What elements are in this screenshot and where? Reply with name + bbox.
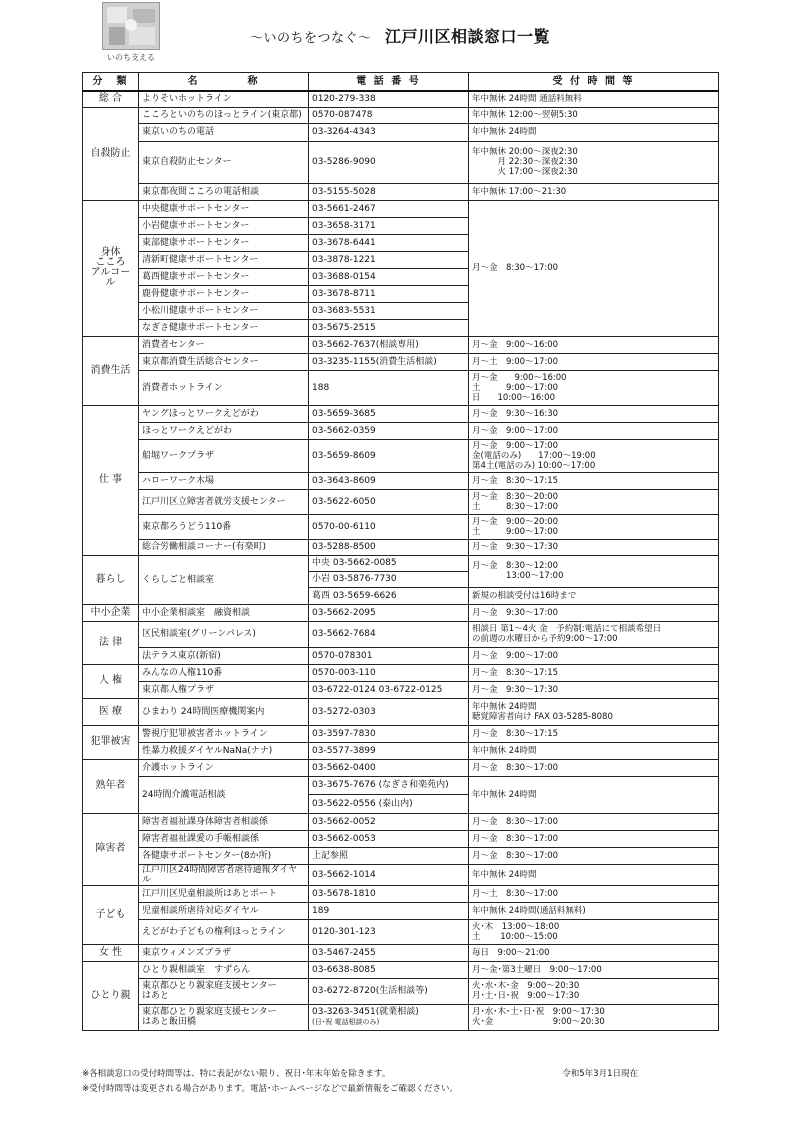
phone-number: 03-3264-4343: [312, 127, 376, 137]
service-name: 東京自殺防止センター: [139, 141, 309, 183]
hours-line: 月〜金 9:00〜17:00: [472, 440, 559, 451]
service-name: 東京いのちの電話: [139, 123, 309, 141]
hours-line: 年中無休 24時間: [472, 745, 537, 756]
phone-cell: [309, 961, 469, 978]
hours-line: 月〜金 8:30〜17:00: [472, 762, 559, 773]
phone-number: 03-3683-5531: [312, 305, 376, 316]
category-cell: 人 権: [83, 664, 139, 698]
table-body: [83, 91, 719, 1030]
hours-cell: [469, 555, 719, 604]
phone-cell: [309, 405, 469, 422]
hours-line: 土 9:00〜17:00: [472, 382, 559, 393]
table-row: [83, 885, 719, 902]
hours-cell: [469, 919, 719, 944]
phone-number: 小岩 03-5876-7730: [309, 572, 468, 588]
phone-cell: [309, 123, 469, 141]
hours-line: 火 17:00〜深夜2:30: [472, 167, 578, 177]
phone-cell: [309, 472, 469, 489]
hours-line: 月〜金 9:30〜17:30: [472, 542, 559, 552]
phone-number: 03-5577-3899: [312, 745, 376, 756]
service-name: よりそいホットライン: [139, 91, 309, 107]
phone-cell: [309, 1004, 469, 1030]
hours-line: 新規の相談受付は16時まで: [472, 590, 577, 601]
service-name: 清新町健康サポートセンター: [139, 251, 309, 268]
category-cell: 障害者: [83, 813, 139, 885]
hours-line: 月〜土 9:00〜17:00: [472, 356, 559, 367]
table-row: [83, 919, 719, 944]
service-name: くらしごと相談室: [139, 555, 309, 604]
service-name: 江戸川区児童相談所はあとポート: [139, 885, 309, 902]
hours-line: 月〜金 9:30〜16:30: [472, 408, 559, 419]
hours-cell: [469, 141, 719, 183]
service-name: 東京都人権プラザ: [139, 681, 309, 698]
title-main: 江戸川区相談窓口一覧: [385, 27, 551, 46]
hours-line: 月･土･日･祝 9:00〜17:30: [472, 991, 580, 1001]
service-name: 江戸川区24時間障害者虐待通報ダイヤル: [139, 864, 309, 885]
hours-cell: [469, 759, 719, 776]
table-row: [83, 539, 719, 555]
hours-cell: [469, 681, 719, 698]
hours-line: 年中無休 24時間: [472, 701, 537, 712]
hours-line: 年中無休 20:00〜深夜2:30: [472, 147, 578, 157]
phone-number: 03-5662-0400: [312, 762, 376, 773]
category-cell: 暮らし: [83, 555, 139, 604]
phone-cell: [309, 621, 469, 647]
phone-cell: [309, 698, 469, 725]
hours-line: 月〜金 8:30〜17:00: [472, 833, 559, 844]
table-row: [83, 681, 719, 698]
hours-line: 年中無休 17:00〜21:30: [472, 186, 567, 197]
phone-number: 03-3263-3451(就業相談): [312, 1007, 419, 1017]
service-name: 障害者福祉課身体障害者相談係: [139, 813, 309, 830]
category-cell: 法 律: [83, 621, 139, 664]
phone-number: 中央 03-5662-0085: [309, 556, 468, 572]
service-name: えどがわ子どもの権利ほっとライン: [139, 919, 309, 944]
phone-number: 葛西 03-5659-6626: [312, 590, 397, 601]
phone-number: 03-3878-1221: [312, 254, 376, 265]
hours-line: 相談日 第1〜4火 金 予約制:電話にて相談希望日: [472, 624, 662, 634]
hours-line: 年中無休 12:00〜翌朝5:30: [472, 110, 578, 120]
category-cell: 医 療: [83, 698, 139, 725]
phone-cell: [309, 439, 469, 472]
table-row: [83, 422, 719, 439]
hours-cell: [469, 604, 719, 621]
phone-cell: [309, 302, 469, 319]
hours-line: 土 9:00〜17:00: [472, 526, 559, 537]
hours-line: 月〜金 9:00〜17:00: [472, 650, 559, 661]
service-name: 中央健康サポートセンター: [139, 200, 309, 217]
phone-cell: [309, 759, 469, 776]
service-name: 障害者福祉課愛の手帳相談係: [139, 830, 309, 847]
service-name: 総合労働相談コーナー(有楽町): [139, 539, 309, 555]
hours-line: 月〜金 8:30〜17:15: [472, 728, 559, 739]
hours-cell: [469, 847, 719, 864]
header-category: 分 類: [83, 73, 139, 92]
hours-line: 月 22:30〜深夜2:30: [472, 157, 578, 167]
hours-cell: [469, 830, 719, 847]
hours-cell: [469, 961, 719, 978]
hours-line: 月〜金 8:30〜20:00: [472, 491, 559, 502]
table-row: [83, 370, 719, 405]
service-name: こころといのちのほっとライン(東京都): [139, 107, 309, 123]
phone-number: 03-3688-0154: [312, 271, 376, 282]
phone-number: 03-5662-1014: [312, 869, 376, 880]
phone-cell: [309, 489, 469, 514]
hours-cell: [469, 107, 719, 123]
phone-cell: [309, 555, 469, 604]
hours-line: 月〜金 9:00〜20:00: [472, 516, 559, 527]
hours-line: 月〜金 9:00〜16:00: [472, 372, 567, 383]
table-row: [83, 489, 719, 514]
table-row: [83, 864, 719, 885]
service-name: 各健康サポートセンター(8か所): [139, 847, 309, 864]
table-row: [83, 353, 719, 370]
table-row: [83, 472, 719, 489]
phone-cell: [309, 183, 469, 200]
hours-line: 毎日 9:00〜21:00: [472, 947, 550, 958]
hours-cell: [469, 370, 719, 405]
phone-cell: [309, 725, 469, 742]
phone-number: 03-5286-9090: [312, 157, 376, 167]
hours-line: 年中無休 24時間: [472, 127, 537, 137]
hours-line: 月･水･木･土･日･祝 9:00〜17:30: [472, 1007, 605, 1017]
as-of-date: 令和5年3月1日現在: [562, 1069, 638, 1079]
phone-number: 03-5662-2095: [312, 607, 376, 618]
hours-cell: [469, 776, 719, 813]
phone-number: 0570-087478: [312, 110, 373, 120]
phone-number: 03-5467-2455: [312, 947, 376, 958]
phone-number: 03-5662-0053: [312, 833, 376, 844]
phone-number: 03-3678-8711: [312, 288, 376, 299]
phone-note: (日･祝 電話相談のみ): [312, 1018, 380, 1026]
table-row: [83, 555, 719, 604]
service-name: 東京ウィメンズプラザ: [139, 944, 309, 961]
hours-cell: [469, 647, 719, 664]
table-row: [83, 621, 719, 647]
phone-cell: [309, 776, 469, 813]
service-name: 小松川健康サポートセンター: [139, 302, 309, 319]
phone-number: 03-5622-0556 (泰山内): [312, 798, 413, 809]
phone-cell: [309, 217, 469, 234]
category-cell: 総 合: [83, 91, 139, 107]
phone-cell: [309, 978, 469, 1004]
hours-cell: [469, 725, 719, 742]
service-name: ひとり親相談室 すずらん: [139, 961, 309, 978]
hours-cell: [469, 978, 719, 1004]
phone-number: 03-5659-3685: [312, 408, 376, 419]
hours-line: 月〜金･第3土曜日 9:00〜17:00: [472, 964, 602, 975]
table-row: [83, 336, 719, 353]
table-row: [83, 813, 719, 830]
phone-cell: [309, 885, 469, 902]
phone-number: 03-5662-7637(相談専用): [312, 339, 419, 350]
hours-line: 年中無休 24時間: [472, 789, 537, 800]
service-name: 小岩健康サポートセンター: [139, 217, 309, 234]
service-name: ヤングほっとワークえどがわ: [139, 405, 309, 422]
phone-number: 0120-279-338: [312, 94, 376, 105]
service-name: 江戸川区立障害者就労支援センター: [139, 489, 309, 514]
phone-cell: [309, 336, 469, 353]
hours-cell: [469, 813, 719, 830]
hours-line: 火･木 13:00〜18:00: [472, 921, 560, 932]
service-name: 鹿骨健康サポートセンター: [139, 285, 309, 302]
table-row: [83, 776, 719, 813]
table-row: [83, 978, 719, 1004]
hours-cell: [469, 1004, 719, 1030]
service-name: 船堀ワークプラザ: [139, 439, 309, 472]
logo-caption: いのち支える: [107, 53, 155, 62]
hours-line: 金(電話のみ) 17:00〜19:00: [472, 450, 596, 461]
service-name: 東京都ひとり親家庭支援センター はあと飯田橋: [139, 1004, 309, 1030]
table-header-row: [83, 73, 719, 92]
category-cell: 犯罪被害: [83, 725, 139, 759]
hours-cell: [469, 123, 719, 141]
table-row: [83, 183, 719, 200]
hours-cell: [469, 698, 719, 725]
phone-cell: [309, 902, 469, 919]
hours-cell: [469, 944, 719, 961]
hours-line: 聴覚障害者向け FAX 03-5285-8080: [472, 711, 613, 722]
document-title: [0, 24, 800, 47]
hours-cell: [469, 742, 719, 759]
category-cell: 中小企業: [83, 604, 139, 621]
hours-line: 土 8:30〜17:00: [472, 501, 559, 512]
hours-line: 年中無休 24時間(通話料無料): [472, 905, 586, 916]
phone-number: 03-3675-7676 (なぎさ和楽苑内): [309, 777, 468, 795]
title-tagline: 〜いのちをつなぐ〜: [249, 31, 372, 46]
service-name: 東京都ろうどう110番: [139, 514, 309, 539]
phone-number: 03-5659-8609: [312, 450, 376, 461]
hours-cell: [469, 489, 719, 514]
hours-line: 月〜金 9:30〜17:30: [472, 684, 559, 695]
service-name: 警視庁犯罪被害者ホットライン: [139, 725, 309, 742]
phone-number: 03-5661-2467: [312, 203, 376, 214]
service-name: 性暴力救援ダイヤルNaNa(ナナ): [139, 742, 309, 759]
hours-cell: [469, 183, 719, 200]
header-hours: 受 付 時 間 等: [469, 73, 719, 92]
table-row: [83, 725, 719, 742]
phone-cell: [309, 604, 469, 621]
service-name: 中小企業相談室 融資相談: [139, 604, 309, 621]
phone-number: 03-3643-8609: [312, 475, 376, 486]
phone-cell: [309, 107, 469, 123]
hours-line: 日 10:00〜16:00: [472, 392, 555, 403]
phone-number: 上記参照: [312, 850, 349, 861]
table-row: [83, 405, 719, 422]
phone-cell: [309, 285, 469, 302]
table-row: [83, 944, 719, 961]
hours-cell: [469, 405, 719, 422]
hours-line: 月〜金 8:30〜17:00: [472, 850, 559, 861]
phone-cell: [309, 251, 469, 268]
category-cell: 身体 こころ アルコール: [83, 200, 139, 336]
service-name: 区民相談室(グリーンパレス): [139, 621, 309, 647]
table-row: [83, 1004, 719, 1030]
phone-cell: [309, 864, 469, 885]
phone-cell: [309, 234, 469, 251]
phone-cell: [309, 319, 469, 336]
phone-number: 03-3235-1155(消費生活相談): [312, 356, 437, 367]
category-cell: 女 性: [83, 944, 139, 961]
table-row: [83, 439, 719, 472]
phone-number: 03-5288-8500: [312, 542, 376, 552]
table-row: [83, 961, 719, 978]
service-name: ほっとワークえどがわ: [139, 422, 309, 439]
phone-cell: [309, 681, 469, 698]
service-name: 東京都消費生活総合センター: [139, 353, 309, 370]
phone-number: 03-6722-0124 03-6722-0125: [312, 684, 443, 695]
phone-cell: [309, 539, 469, 555]
hours-cell: [469, 353, 719, 370]
table-row: [83, 759, 719, 776]
hours-line: 月〜金 9:30〜17:00: [472, 607, 559, 618]
table-row: [83, 123, 719, 141]
service-name: 24時間介護電話相談: [139, 776, 309, 813]
table-row: [83, 91, 719, 107]
phone-number: 03-5678-1810: [312, 888, 376, 899]
category-cell: 仕 事: [83, 405, 139, 555]
category-cell: 熟年者: [83, 759, 139, 813]
phone-cell: [309, 830, 469, 847]
hours-line: 月〜金 9:00〜16:00: [472, 339, 559, 350]
phone-number: 03-3597-7830: [312, 728, 376, 739]
hours-cell: [469, 422, 719, 439]
category-cell: ひとり親: [83, 961, 139, 1030]
service-name: なぎさ健康サポートセンター: [139, 319, 309, 336]
directory-table: [82, 72, 719, 1031]
footnotes: [82, 1067, 718, 1097]
phone-cell: [309, 141, 469, 183]
category-cell: 消費生活: [83, 336, 139, 405]
phone-number: 03-5155-5028: [312, 186, 376, 197]
phone-number: 0570-00-6110: [312, 521, 376, 532]
hours-line: 土 10:00〜15:00: [472, 931, 558, 942]
header-phone: 電 話 番 号: [309, 73, 469, 92]
hours-cell: [469, 621, 719, 647]
hours-line: 月〜金 8:30〜17:00: [472, 263, 559, 273]
table-row: [83, 514, 719, 539]
phone-number: 0570-078301: [312, 650, 373, 661]
hours-cell: [469, 664, 719, 681]
phone-number: 0120-301-123: [312, 926, 376, 937]
table-row: [83, 847, 719, 864]
hours-line: 火･水･木･金 9:00〜20:30: [472, 981, 580, 991]
phone-number: 03-5272-0303: [312, 706, 376, 717]
table-row: [83, 107, 719, 123]
service-name: みんなの人権110番: [139, 664, 309, 681]
hours-cell: [469, 472, 719, 489]
table-row: [83, 647, 719, 664]
service-name: 介護ホットライン: [139, 759, 309, 776]
phone-cell: [309, 813, 469, 830]
service-name: ひまわり 24時間医療機関案内: [139, 698, 309, 725]
phone-number: 03-5662-0359: [312, 425, 376, 436]
hours-cell: [469, 864, 719, 885]
service-name: 消費者センター: [139, 336, 309, 353]
footnote: ※各相談窓口の受付時間等は、特に表記がない限り、祝日･年末年始を除きます。: [82, 1069, 391, 1079]
hours-cell: [469, 885, 719, 902]
phone-number: 0570-003-110: [312, 667, 376, 678]
table-row: [83, 698, 719, 725]
service-name: 消費者ホットライン: [139, 370, 309, 405]
hours-cell: [469, 514, 719, 539]
table-row: [83, 664, 719, 681]
footnote: ※受付時間等は変更される場合があります。電話･ホームページなどで最新情報をご確認ください。: [82, 1084, 459, 1094]
phone-number: 03-5622-6050: [312, 496, 376, 507]
phone-cell: [309, 422, 469, 439]
hours-line: 月〜金 8:30〜17:00: [472, 816, 559, 827]
table-row: [83, 830, 719, 847]
service-name: 葛西健康サポートセンター: [139, 268, 309, 285]
service-name: 東部健康サポートセンター: [139, 234, 309, 251]
phone-cell: [309, 944, 469, 961]
hours-cell: [469, 902, 719, 919]
hours-line: 月〜金 8:30〜12:00 13:00〜17:00: [469, 556, 718, 588]
hours-cell: [469, 336, 719, 353]
phone-cell: [309, 353, 469, 370]
table-row: [83, 742, 719, 759]
hours-cell: [469, 200, 719, 336]
phone-cell: [309, 514, 469, 539]
phone-number: 03-3658-3171: [312, 220, 376, 231]
hours-line: 月〜金 9:00〜17:00: [472, 425, 559, 436]
table-row: [83, 604, 719, 621]
phone-number: 188: [312, 382, 330, 393]
service-name: 法テラス東京(新宿): [139, 647, 309, 664]
service-name: ハローワーク木場: [139, 472, 309, 489]
hours-line: 月〜金 8:30〜17:15: [472, 667, 559, 678]
hours-line: 第4土(電話のみ) 10:00〜17:00: [472, 460, 596, 471]
category-cell: 子ども: [83, 885, 139, 944]
service-name: 東京都夜間こころの電話相談: [139, 183, 309, 200]
hours-line: 年中無休 24時間 通話料無料: [472, 94, 582, 105]
phone-cell: [309, 200, 469, 217]
service-name: 児童相談所虐待対応ダイヤル: [139, 902, 309, 919]
hours-line: 月〜土 8:30〜17:00: [472, 888, 559, 899]
phone-cell: [309, 647, 469, 664]
phone-cell: [309, 919, 469, 944]
hours-line: 年中無休 24時間: [472, 869, 537, 880]
hours-cell: [469, 439, 719, 472]
header-name: 名 称: [139, 73, 309, 92]
phone-number: 03-5662-0052: [312, 816, 376, 827]
table-row: [83, 200, 719, 217]
service-name: 東京都ひとり親家庭支援センター はあと: [139, 978, 309, 1004]
phone-number: 189: [312, 905, 330, 916]
phone-cell: [309, 847, 469, 864]
hours-cell: [469, 539, 719, 555]
hours-line: の前週の水曜日から予約9:00〜17:00: [472, 634, 618, 644]
hours-cell: [469, 91, 719, 107]
phone-number: 03-6638-8085: [312, 964, 376, 975]
phone-cell: [309, 268, 469, 285]
table-row: [83, 141, 719, 183]
phone-cell: [309, 91, 469, 107]
phone-number: 03-6272-8720(生活相談等): [312, 986, 428, 996]
category-cell: 自殺防止: [83, 107, 139, 200]
phone-cell: [309, 664, 469, 681]
hours-line: 火･金 9:00〜20:30: [472, 1017, 605, 1027]
phone-cell: [309, 370, 469, 405]
hours-line: 月〜金 8:30〜17:15: [472, 475, 559, 486]
phone-number: 03-5675-2515: [312, 322, 376, 333]
table-row: [83, 902, 719, 919]
phone-number: 03-3678-6441: [312, 237, 376, 248]
phone-number: 03-5662-7684: [312, 629, 376, 639]
phone-cell: [309, 742, 469, 759]
